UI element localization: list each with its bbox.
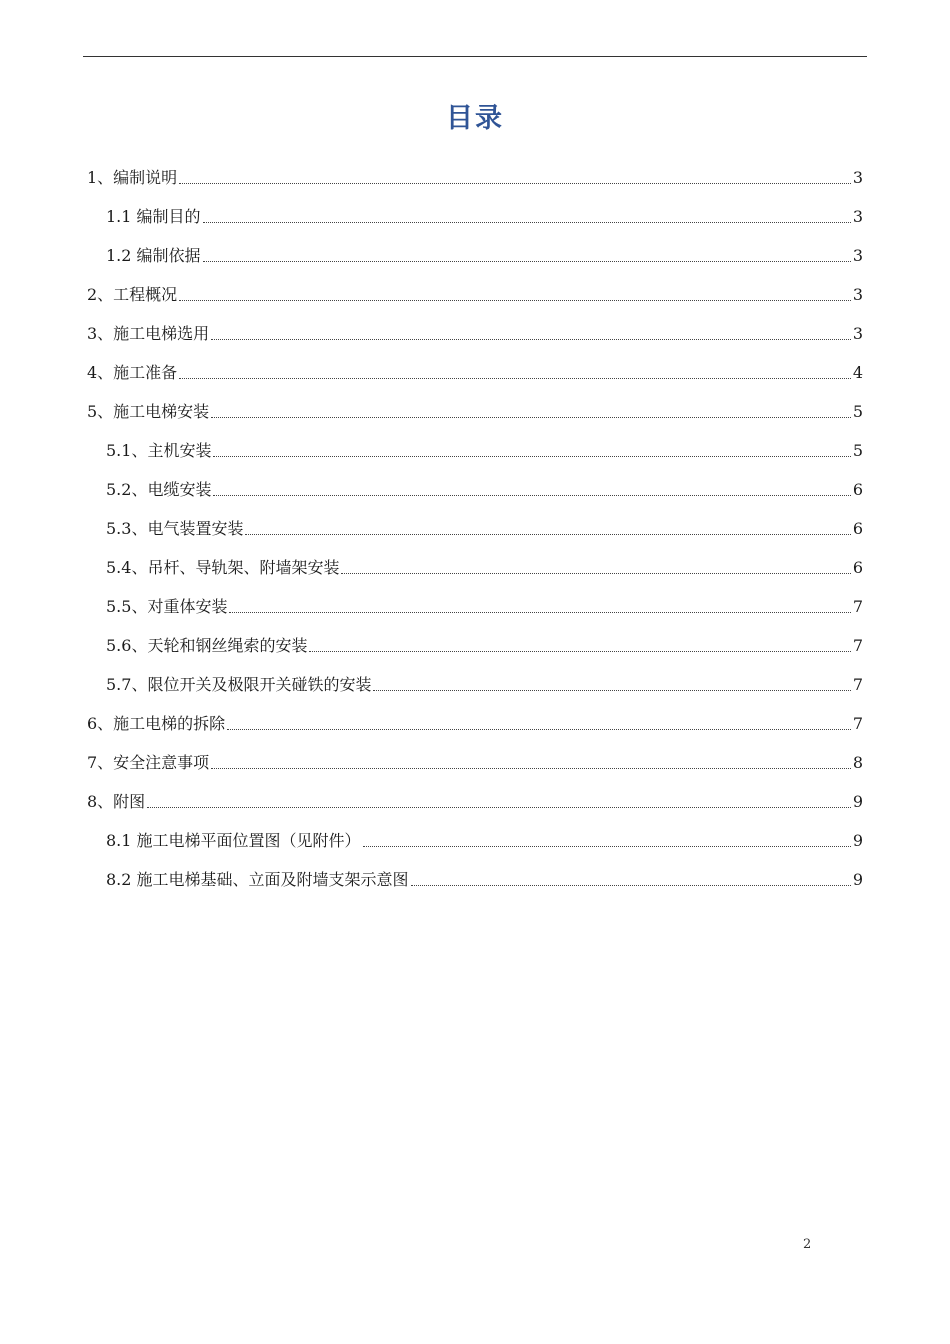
toc-entry[interactable]: [87, 782, 863, 821]
toc-entry[interactable]: [87, 548, 863, 587]
toc-entry-label: 3、施工电梯选用: [87, 323, 210, 343]
toc-dot-leader: [147, 807, 851, 808]
toc-dot-leader: [227, 729, 851, 730]
toc-dot-leader: [179, 300, 851, 301]
toc-entry[interactable]: [87, 626, 863, 665]
toc-entry-label: 1.2 编制依据: [106, 245, 201, 265]
toc-entry-label: 1.1 编制目的: [106, 206, 201, 226]
toc-dot-leader: [341, 573, 850, 574]
toc-entry[interactable]: [87, 743, 863, 782]
toc-entry-page: 7: [852, 674, 863, 694]
toc-dot-leader: [309, 651, 850, 652]
toc-entry[interactable]: [87, 275, 863, 314]
toc-dot-leader: [411, 885, 851, 886]
toc-dot-leader: [213, 456, 850, 457]
toc-entry-label: 8.2 施工电梯基础、立面及附墙支架示意图: [106, 869, 409, 889]
toc-dot-leader: [203, 261, 851, 262]
toc-entry-label: 5.3、电气装置安装: [106, 518, 244, 538]
toc-entry-label: 2、工程概况: [87, 284, 178, 304]
toc-entry-label: 6、施工电梯的拆除: [87, 713, 226, 733]
page-number: 2: [803, 1237, 812, 1252]
toc-entry-page: 7: [852, 713, 863, 733]
toc-dot-leader: [213, 495, 850, 496]
toc-dot-leader: [211, 339, 851, 340]
toc-entry[interactable]: [87, 158, 863, 197]
toc-entry-page: 3: [852, 323, 863, 343]
toc-entry-page: 5: [852, 440, 863, 460]
toc-entry-page: 6: [852, 479, 863, 499]
toc-entry-page: 9: [852, 791, 863, 811]
toc-entry-page: 3: [852, 167, 863, 187]
toc-entry[interactable]: [87, 314, 863, 353]
toc-entry-label: 5.7、限位开关及极限开关碰铁的安装: [106, 674, 372, 694]
toc-dot-leader: [211, 768, 851, 769]
toc-entry-page: 3: [852, 284, 863, 304]
toc-dot-leader: [245, 534, 850, 535]
toc-entry[interactable]: [87, 704, 863, 743]
toc-entry[interactable]: [87, 860, 863, 899]
toc-entry[interactable]: [87, 353, 863, 392]
toc-entry-label: 4、施工准备: [87, 362, 178, 382]
toc-entry-page: 5: [852, 401, 863, 421]
page-title: 目录: [446, 103, 504, 134]
toc-dot-leader: [363, 846, 851, 847]
toc-entry[interactable]: [87, 431, 863, 470]
toc-entry-page: 9: [852, 869, 863, 889]
toc-entry-page: 7: [852, 596, 863, 616]
toc-entry[interactable]: [87, 470, 863, 509]
header-rule: [83, 56, 867, 57]
toc-entry[interactable]: [87, 392, 863, 431]
toc-entry-label: 5.6、天轮和钢丝绳索的安装: [106, 635, 308, 655]
toc-entry-label: 8、附图: [87, 791, 146, 811]
toc-dot-leader: [179, 183, 851, 184]
toc-entry-label: 1、编制说明: [87, 167, 178, 187]
toc-entry-page: 6: [852, 557, 863, 577]
toc-dot-leader: [229, 612, 850, 613]
toc-entry-page: 6: [852, 518, 863, 538]
toc-entry[interactable]: [87, 587, 863, 626]
toc-dot-leader: [203, 222, 851, 223]
toc-entry-page: 3: [852, 245, 863, 265]
toc-dot-leader: [179, 378, 851, 379]
toc-entry-page: 7: [852, 635, 863, 655]
toc-entry-label: 5.2、电缆安装: [106, 479, 212, 499]
toc-dot-leader: [211, 417, 851, 418]
table-of-contents: [87, 158, 863, 899]
toc-entry-label: 5.4、吊杆、导轨架、附墙架安装: [106, 557, 340, 577]
toc-entry[interactable]: [87, 197, 863, 236]
toc-entry-label: 5.5、对重体安装: [106, 596, 228, 616]
toc-dot-leader: [373, 690, 850, 691]
toc-entry[interactable]: [87, 509, 863, 548]
toc-entry[interactable]: [87, 821, 863, 860]
toc-entry-label: 5、施工电梯安装: [87, 401, 210, 421]
toc-entry-page: 3: [852, 206, 863, 226]
toc-entry-label: 8.1 施工电梯平面位置图（见附件）: [106, 830, 361, 850]
toc-entry-label: 5.1、主机安装: [106, 440, 212, 460]
toc-entry[interactable]: [87, 665, 863, 704]
toc-entry-page: 8: [852, 752, 863, 772]
toc-entry-label: 7、安全注意事项: [87, 752, 210, 772]
toc-entry-page: 4: [852, 362, 863, 382]
toc-entry-page: 9: [852, 830, 863, 850]
toc-entry[interactable]: [87, 236, 863, 275]
